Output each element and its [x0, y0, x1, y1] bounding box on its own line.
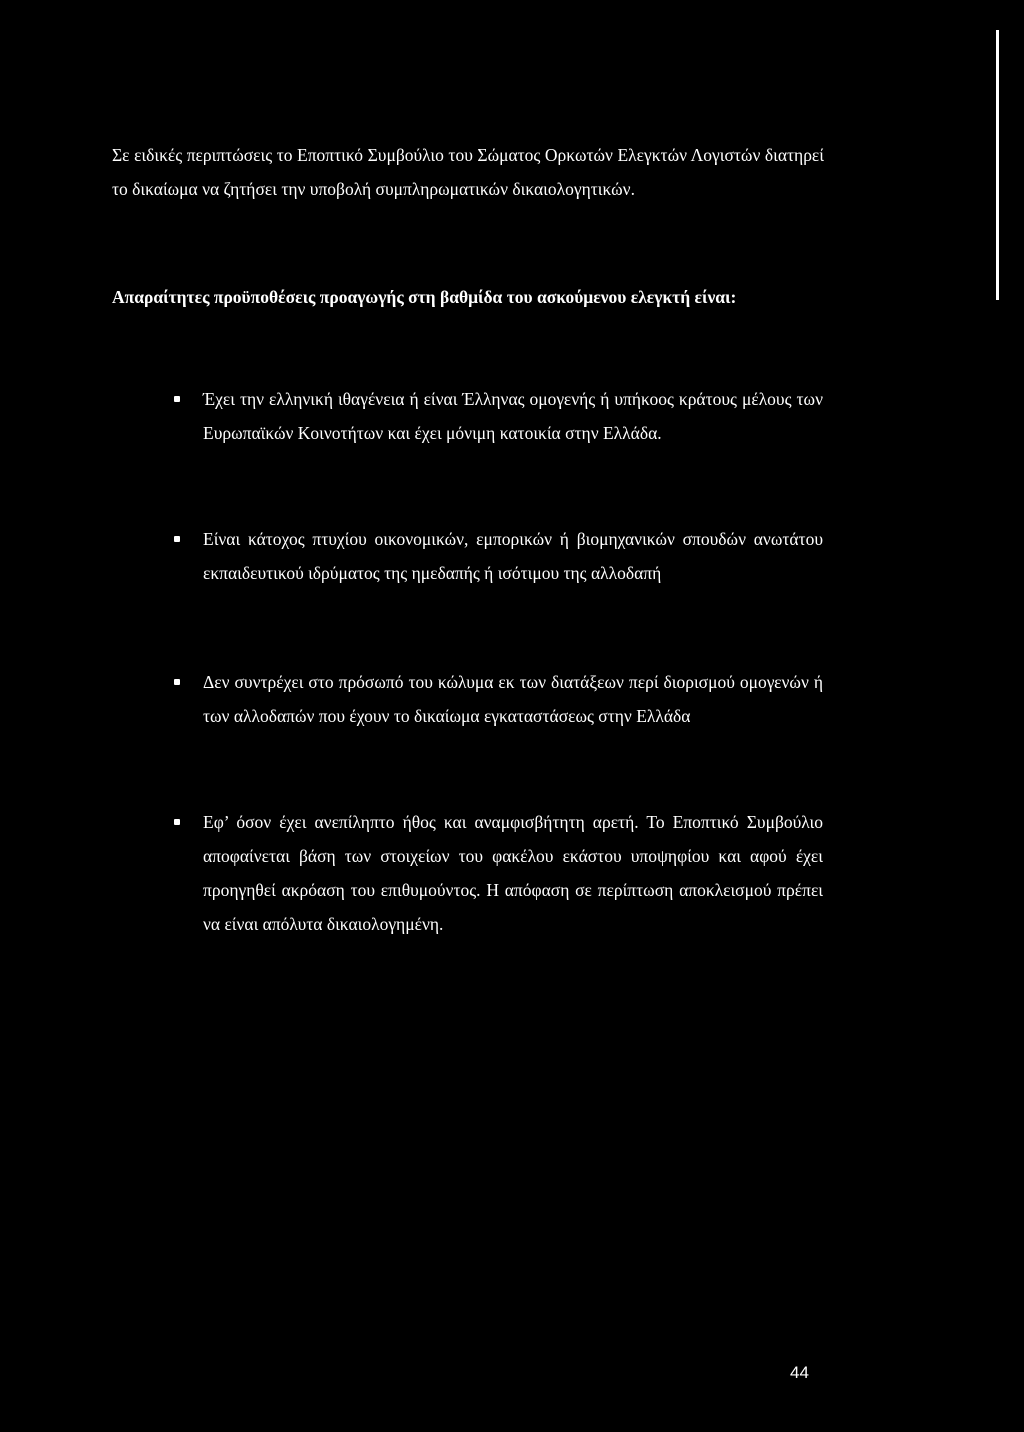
intro-paragraph: Σε ειδικές περιπτώσεις το Εποπτικό Συμβούλιο του Σώματος Ορκωτών Ελεγκτών Λογιστών διατηρεί το δικαίωμα να ζητήσει την υποβολή συμπληρωματικών δικαιολογητικών.	[112, 145, 824, 199]
bullet-item: Είναι κάτοχος πτυχίου οικονομικών, εμπορικών ή βιομηχανικών σπουδών ανωτάτου εκπαιδευτικού ιδρύματος της ημεδαπής ή ισότιμου της αλλοδαπή	[203, 529, 823, 583]
scan-edge-line	[996, 30, 999, 300]
page-number: 44	[790, 1363, 809, 1382]
section-heading: Απαραίτητες προϋποθέσεις προαγωγής στη βαθμίδα του ασκούμενου ελεγκτή είναι:	[112, 287, 737, 307]
bullet-item: Εφ’ όσον έχει ανεπίληπτο ήθος και αναμφισβήτητη αρετή. Το Εποπτικό Συμβούλιο αποφαίνεται βάση των στοιχείων του φακέλου εκάστου υποψηφίου και αφού έχει προηγηθεί ακρόαση του επιθυμούντος. Η απόφαση σε περίπτωση αποκλεισμού πρέπει να είναι απόλυτα δικαιολογημένη.	[203, 812, 823, 934]
bullet-icon	[174, 819, 180, 825]
bullet-icon	[174, 679, 180, 685]
bullet-item: Έχει την ελληνική ιθαγένεια ή είναι Έλληνας ομογενής ή υπήκοος κράτους μέλους των Ευρωπαϊκών Κοινοτήτων και έχει μόνιμη κατοικία στην Ελλάδα.	[203, 389, 823, 443]
bullet-icon	[174, 396, 180, 402]
bullet-icon	[174, 536, 180, 542]
bullet-item: Δεν συντρέχει στο πρόσωπό του κώλυμα εκ των διατάξεων περί διορισμού ομογενών ή των αλλοδαπών που έχουν το δικαίωμα εγκαταστάσεως στην Ελλάδα	[203, 672, 823, 726]
